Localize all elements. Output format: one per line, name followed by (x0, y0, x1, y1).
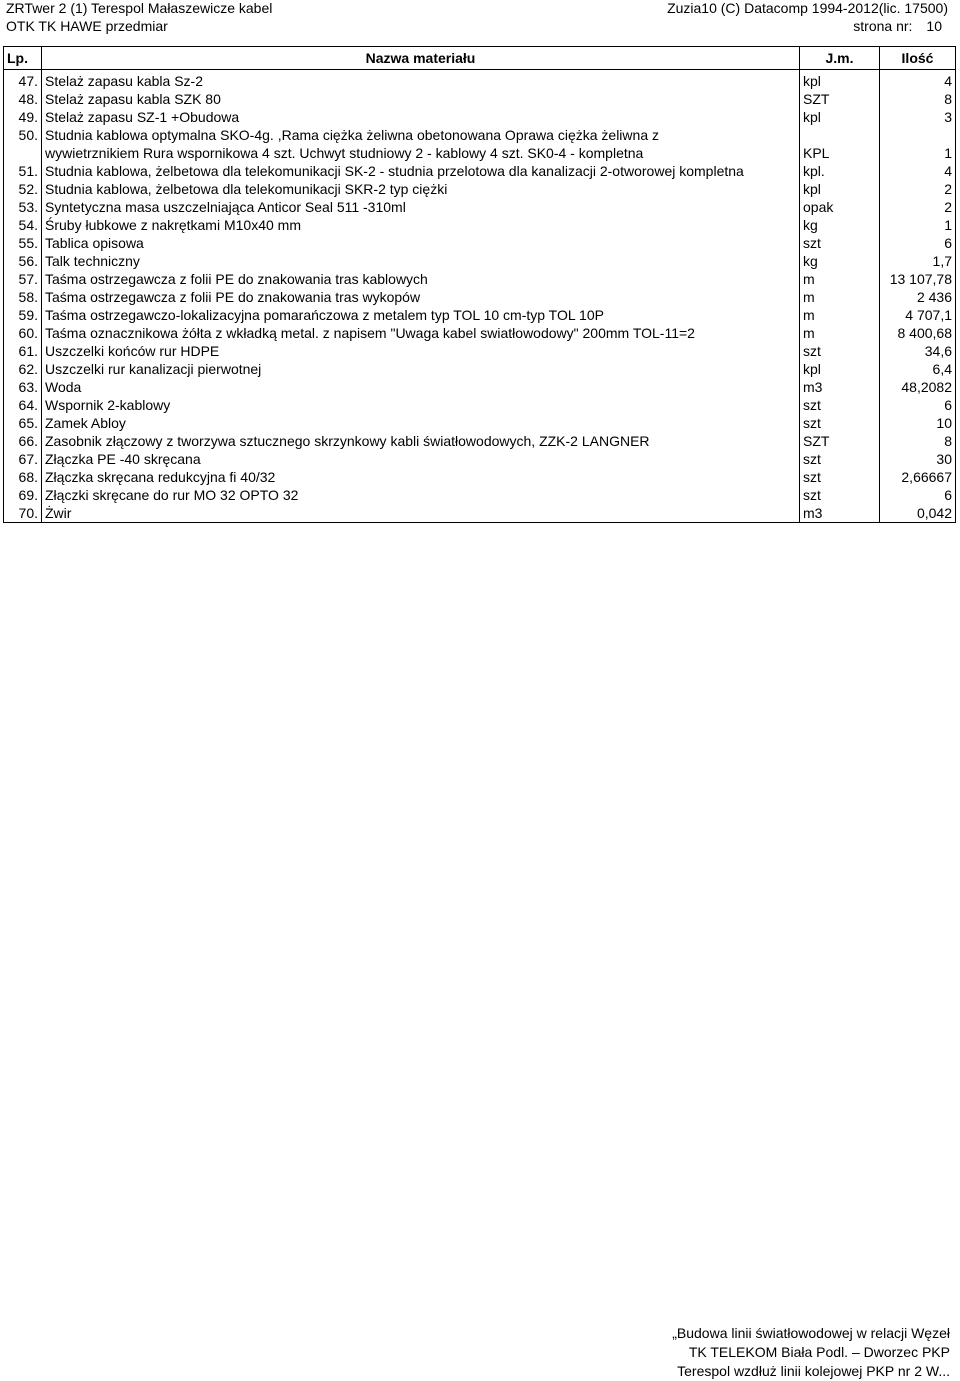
cell-unit: SZT (800, 90, 880, 108)
cell-qty: 13 107,78 (880, 270, 956, 288)
table-row (4, 342, 956, 360)
cell-name: Studnia kablowa, żelbetowa dla telekomunikacji SK-2 - studnia przelotowa dla kanalizacji 2-otworowej kompletna (42, 162, 800, 180)
footer-line-2: TK TELEKOM Biała Podl. – Dworzec PKP (688, 1344, 950, 1360)
table-row (4, 70, 956, 91)
cell-qty: 6 (880, 234, 956, 252)
cell-qty: 1 (880, 144, 956, 162)
cell-unit: m (800, 324, 880, 342)
cell-lp: 48. (4, 90, 42, 108)
cell-name: Uszczelki końców rur HDPE (42, 342, 800, 360)
cell-qty: 2,66667 (880, 468, 956, 486)
table-row (4, 306, 956, 324)
cell-unit: szt (800, 450, 880, 468)
cell-name: Talk techniczny (42, 252, 800, 270)
cell-name: Tablica opisowa (42, 234, 800, 252)
cell-lp: 54. (4, 216, 42, 234)
cell-unit: szt (800, 486, 880, 504)
table-row (4, 396, 956, 414)
table-row (4, 162, 956, 180)
cell-unit: kg (800, 216, 880, 234)
cell-lp: 59. (4, 306, 42, 324)
cell-name: Stelaż zapasu kabla SZK 80 (42, 90, 800, 108)
cell-unit: szt (800, 414, 880, 432)
cell-lp: 64. (4, 396, 42, 414)
table-row (4, 414, 956, 432)
cell-lp: 68. (4, 468, 42, 486)
table-row (4, 90, 956, 108)
cell-unit: szt (800, 342, 880, 360)
cell-unit: szt (800, 468, 880, 486)
cell-unit: KPL (800, 144, 880, 162)
table-row (4, 126, 956, 144)
cell-qty: 1 (880, 216, 956, 234)
table-row (4, 360, 956, 378)
page-label: strona nr: (853, 18, 913, 34)
cell-name: Zasobnik złączowy z tworzywa sztucznego skrzynkowy kabli światłowodowych, ZZK-2 LANGNER (42, 432, 800, 450)
table-header-row (4, 47, 956, 70)
cell-qty: 3 (880, 108, 956, 126)
cell-qty: 48,2082 (880, 378, 956, 396)
cell-qty: 4 (880, 70, 956, 91)
cell-qty: 2 436 (880, 288, 956, 306)
cell-unit: kpl (800, 70, 880, 91)
cell-name: Stelaż zapasu SZ-1 +Obudowa (42, 108, 800, 126)
cell-lp: 50. (4, 126, 42, 144)
cell-unit: kpl (800, 360, 880, 378)
cell-name: Śruby łubkowe z nakrętkami M10x40 mm (42, 216, 800, 234)
cell-name: Złączki skręcane do rur MO 32 OPTO 32 (42, 486, 800, 504)
column-header-name: Nazwa materiału (42, 47, 800, 70)
cell-qty: 4 (880, 162, 956, 180)
cell-qty: 2 (880, 198, 956, 216)
cell-name: Wspornik 2-kablowy (42, 396, 800, 414)
column-header-unit: J.m. (800, 47, 880, 70)
cell-qty: 30 (880, 450, 956, 468)
cell-qty: 34,6 (880, 342, 956, 360)
cell-name: Złączka PE -40 skręcana (42, 450, 800, 468)
table-row (4, 378, 956, 396)
cell-qty: 8 400,68 (880, 324, 956, 342)
cell-lp: 52. (4, 180, 42, 198)
cell-unit: opak (800, 198, 880, 216)
cell-lp: 51. (4, 162, 42, 180)
footer-line-1: „Budowa linii światłowodowej w relacji Węzeł (672, 1325, 950, 1341)
column-header-qty: Ilość (880, 47, 956, 70)
table-row (4, 108, 956, 126)
cell-name: Studnia kablowa optymalna SKO-4g. ,Rama ciężka żeliwna obetonowana Oprawa ciężka żeliwna z (42, 126, 800, 144)
table-row (4, 288, 956, 306)
cell-unit: kpl. (800, 162, 880, 180)
cell-qty: 8 (880, 90, 956, 108)
cell-qty: 10 (880, 414, 956, 432)
cell-name: Syntetyczna masa uszczelniająca Anticor Seal 511 -310ml (42, 198, 800, 216)
column-header-lp: Lp. (4, 47, 42, 70)
cell-lp: 67. (4, 450, 42, 468)
cell-lp: 47. (4, 70, 42, 91)
software-info: Zuzia10 (C) Datacomp 1994-2012(lic. 17500) (667, 0, 948, 16)
cell-unit: m3 (800, 378, 880, 396)
cell-qty: 8 (880, 432, 956, 450)
table-row (4, 180, 956, 198)
page-number: 10 (926, 18, 942, 34)
cell-name: Zamek Abloy (42, 414, 800, 432)
cell-lp: 70. (4, 504, 42, 523)
table-row (4, 486, 956, 504)
cell-lp: 53. (4, 198, 42, 216)
cell-lp (4, 144, 42, 162)
document-title: ZRTwer 2 (1) Terespol Małaszewicze kabel (6, 0, 273, 16)
table-row (4, 324, 956, 342)
cell-lp: 60. (4, 324, 42, 342)
table-row (4, 216, 956, 234)
cell-lp: 57. (4, 270, 42, 288)
cell-lp: 61. (4, 342, 42, 360)
cell-qty: 1,7 (880, 252, 956, 270)
cell-lp: 63. (4, 378, 42, 396)
cell-name: Taśma ostrzegawcza z folii PE do znakowania tras kablowych (42, 270, 800, 288)
header-line-1 (6, 0, 948, 16)
cell-unit (800, 126, 880, 144)
cell-unit: szt (800, 396, 880, 414)
cell-qty: 4 707,1 (880, 306, 956, 324)
table-row (4, 144, 956, 162)
cell-lp: 65. (4, 414, 42, 432)
cell-lp: 55. (4, 234, 42, 252)
cell-name: Taśma ostrzegawczo-lokalizacyjna pomarańczowa z metalem typ TOL 10 cm-typ TOL 10P (42, 306, 800, 324)
cell-unit: kpl (800, 108, 880, 126)
table-row (4, 432, 956, 450)
cell-unit: m (800, 270, 880, 288)
cell-name: Złączka skręcana redukcyjna fi 40/32 (42, 468, 800, 486)
cell-name: Taśma oznacznikowa żółta z wkładką metal. z napisem "Uwaga kabel swiatłowodowy" 200mm TOL-11=2 (42, 324, 800, 342)
cell-qty: 2 (880, 180, 956, 198)
header-line-2 (6, 18, 948, 34)
cell-name: Woda (42, 378, 800, 396)
cell-unit: szt (800, 234, 880, 252)
cell-name: Uszczelki rur kanalizacji pierwotnej (42, 360, 800, 378)
cell-unit: m3 (800, 504, 880, 523)
cell-name: Stelaż zapasu kabla Sz-2 (42, 70, 800, 91)
cell-qty (880, 126, 956, 144)
cell-unit: kg (800, 252, 880, 270)
cell-qty: 0,042 (880, 504, 956, 523)
table-row (4, 450, 956, 468)
table-row (4, 468, 956, 486)
table-row (4, 270, 956, 288)
cell-unit: m (800, 288, 880, 306)
document-subtitle: OTK TK HAWE przedmiar (6, 18, 168, 34)
cell-name: Studnia kablowa, żelbetowa dla telekomunikacji SKR-2 typ ciężki (42, 180, 800, 198)
cell-lp: 62. (4, 360, 42, 378)
cell-lp: 49. (4, 108, 42, 126)
page-indicator (853, 18, 942, 34)
cell-lp: 66. (4, 432, 42, 450)
cell-name: Żwir (42, 504, 800, 523)
footer (672, 1324, 950, 1381)
materials-table (3, 46, 956, 523)
cell-qty: 6 (880, 486, 956, 504)
table-row (4, 504, 956, 523)
cell-qty: 6,4 (880, 360, 956, 378)
cell-lp: 58. (4, 288, 42, 306)
cell-name: wywietrznikiem Rura wspornikowa 4 szt. Uchwyt studniowy 2 - kablowy 4 szt. SK0-4 - kompletna (42, 144, 800, 162)
cell-lp: 56. (4, 252, 42, 270)
cell-qty: 6 (880, 396, 956, 414)
cell-unit: SZT (800, 432, 880, 450)
table-row (4, 234, 956, 252)
table-row (4, 252, 956, 270)
cell-unit: m (800, 306, 880, 324)
table-body (4, 70, 956, 523)
cell-unit: kpl (800, 180, 880, 198)
table-row (4, 198, 956, 216)
footer-line-3: Terespol wzdłuż linii kolejowej PKP nr 2 W... (677, 1363, 950, 1379)
cell-name: Taśma ostrzegawcza z folii PE do znakowania tras wykopów (42, 288, 800, 306)
cell-lp: 69. (4, 486, 42, 504)
